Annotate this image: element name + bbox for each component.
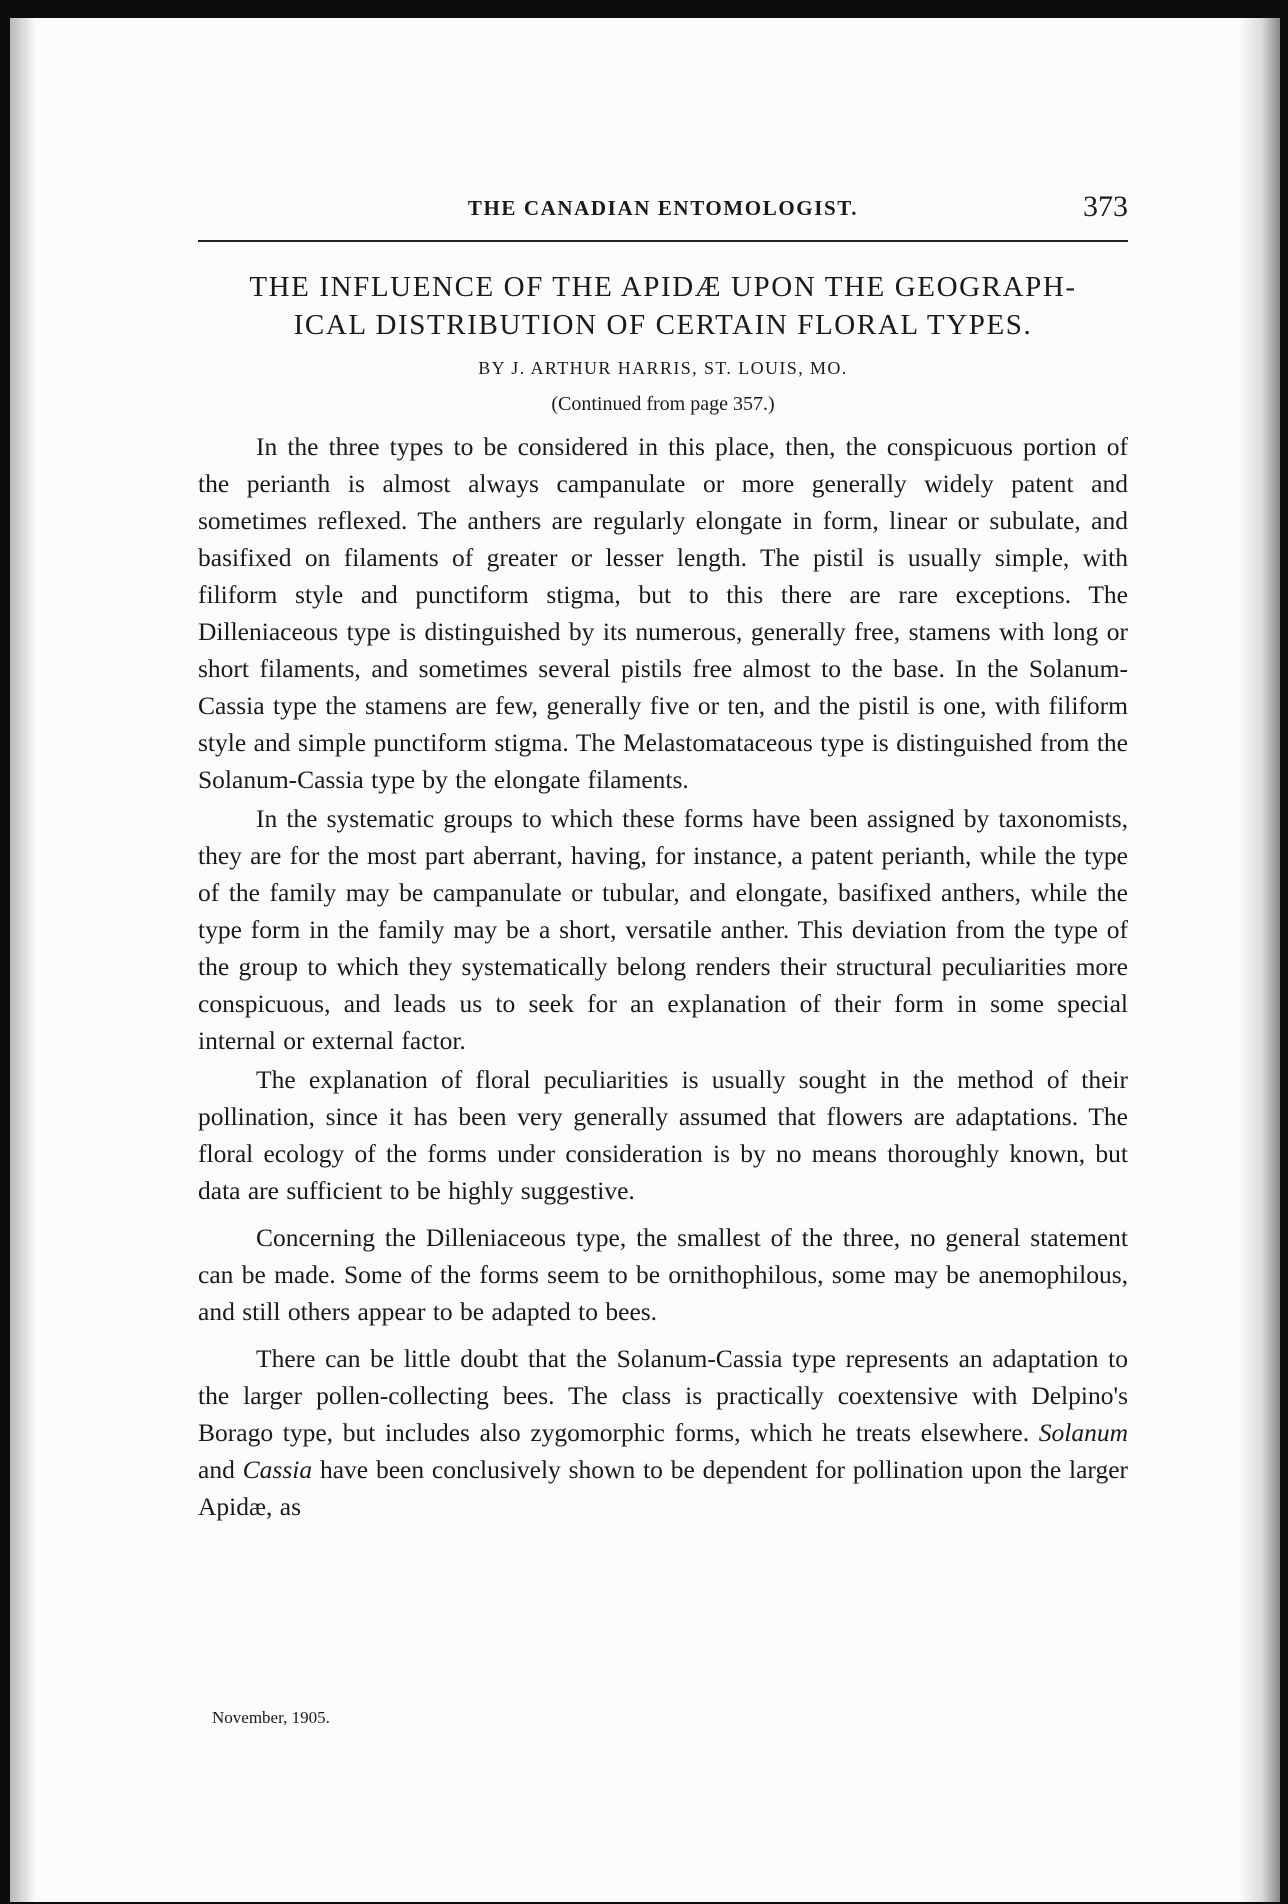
running-head bbox=[198, 188, 1128, 238]
continued-note: (Continued from page 357.) bbox=[551, 393, 775, 415]
page-number: 373 bbox=[1083, 190, 1128, 223]
page-left-shadow bbox=[10, 18, 36, 1902]
journal-title: THE CANADIAN ENTOMOLOGIST. bbox=[467, 196, 859, 220]
paragraph-5-text-c: have been conclusively shown to be dependent for pollination upon the larger Apidæ, as bbox=[198, 1455, 1128, 1521]
paragraph-3: The explanation of floral peculiarities is usually sought in the method of their pollination, since it has been very generally assumed that flowers are adaptations. The floral ecology of the forms under consideration is by no means thoroughly known, but data are sufficient to be highly suggestive. bbox=[198, 1065, 1128, 1205]
article-body bbox=[198, 428, 1128, 1525]
article-title-line-2: ICAL DISTRIBUTION OF CERTAIN FLORAL TYPES. bbox=[293, 309, 1033, 341]
paragraph-4: Concerning the Dilleniaceous type, the smallest of the three, no general statement can be made. Some of the forms seem to be ornithophilous, some may be anemophilous, and still others appear to be adapted to bees. bbox=[198, 1223, 1128, 1326]
paragraph-2: In the systematic groups to which these forms have been assigned by taxonomists, they are for the most part aberrant, having, for instance, a patent perianth, while the type of the family may be campanulate or tubular, and elongate, basifixed anthers, while the type form in the family may be a short, versatile anther. This deviation from the type of the group to which they systematically belong renders their structural peculiarities more conspicuous, and leads us to seek for an explanation of their form in some special internal or external factor. bbox=[198, 804, 1128, 1055]
paragraph-5-text-a: There can be little doubt that the Solanum-Cassia type represents an adaptation to the larger pollen-collecting bees. The class is practically coextensive with Delpino's Borago type, but includes also zygomorphic forms, which he treats elsewhere. bbox=[198, 1344, 1128, 1447]
paragraph-5-text-b: and bbox=[198, 1455, 243, 1484]
page-right-shadow bbox=[1240, 18, 1280, 1902]
paragraph-1: In the three types to be considered in this place, then, the conspicuous portion of the perianth is almost always campanulate or more generally widely patent and sometimes reflexed. The anthers are regularly elongate in form, linear or subulate, and basifixed on filaments of greater or lesser length. The pistil is usually simple, with filiform style and punctiform stigma, but to this there are rare exceptions. The Dilleniaceous type is distinguished by its numerous, generally free, stamens with long or short filaments, and sometimes several pistils free almost to the base. In the Solanum-Cassia type the stamens are few, generally five or ten, and the pistil is one, with filiform style and simple punctiform stigma. The Melastomataceous type is distinguished from the Solanum-Cassia type by the elongate filaments. bbox=[198, 432, 1128, 794]
article-title bbox=[198, 268, 1128, 344]
page-content bbox=[198, 188, 1128, 1527]
article-title-line-1: THE INFLUENCE OF THE APIDÆ UPON THE GEOGRAPH- bbox=[249, 271, 1077, 303]
book-page bbox=[10, 18, 1280, 1902]
header-rule bbox=[198, 240, 1128, 242]
genus-solanum: Solanum bbox=[1038, 1418, 1128, 1447]
article-byline: BY J. ARTHUR HARRIS, ST. LOUIS, MO. bbox=[478, 358, 848, 378]
issue-date: November, 1905. bbox=[212, 1708, 330, 1727]
genus-cassia: Cassia bbox=[242, 1455, 313, 1484]
paragraph-5 bbox=[198, 1340, 1128, 1525]
